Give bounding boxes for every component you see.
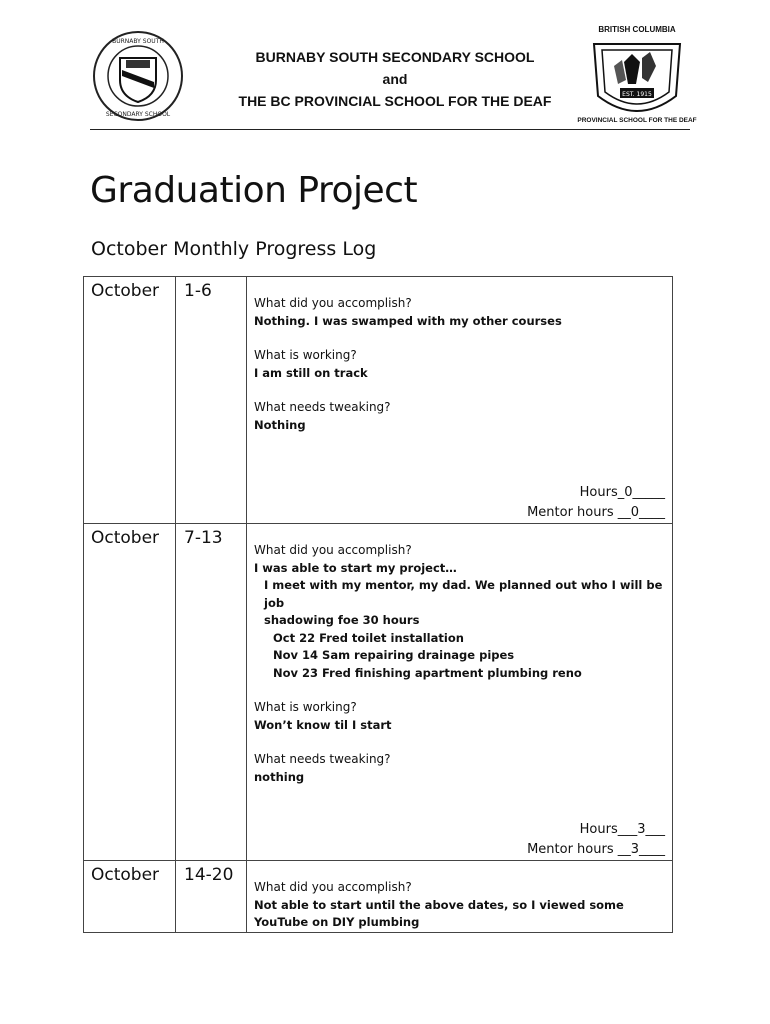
answer-accomplish-line: Oct 22 Fred toilet installation: [273, 630, 464, 645]
month-cell: October: [84, 524, 176, 861]
answer-accomplish-line: Nov 14 Sam repairing drainage pipes: [273, 648, 515, 662]
school-names: [200, 46, 590, 112]
hours-summary: [527, 820, 665, 860]
crest-text-bottom: SECONDARY SCHOOL: [105, 111, 171, 118]
log-row-week-3: [84, 861, 673, 933]
date-range-cell: 1-6: [176, 277, 247, 524]
burnaby-south-crest-logo: [92, 30, 184, 122]
log-entry-cell: [247, 277, 673, 524]
answer-accomplish: I was able to start my project…: [254, 560, 457, 575]
answer-tweaking: nothing: [254, 769, 305, 784]
logo-top-text: BRITISH COLUMBIA: [598, 25, 676, 34]
page-header: [0, 0, 770, 135]
page-subtitle: October Monthly Progress Log: [91, 238, 377, 260]
month-cell: October: [84, 861, 176, 933]
school-name-line-3: THE BC PROVINCIAL SCHOOL FOR THE DEAF: [238, 93, 552, 109]
log-entry-cell: [247, 861, 673, 933]
question-accomplish: What did you accomplish?: [254, 880, 412, 894]
question-accomplish: What did you accomplish?: [254, 296, 412, 310]
bc-provincial-school-deaf-logo: [577, 22, 697, 130]
hours-summary: [527, 483, 665, 523]
page-title: Graduation Project: [90, 170, 418, 211]
header-divider: [90, 129, 690, 130]
month-cell: October: [84, 277, 176, 524]
logo-arc-text: PROVINCIAL SCHOOL FOR THE DEAF: [577, 117, 697, 124]
log-entry-cell: [247, 524, 673, 861]
mentor-hours-value: Mentor hours __0____: [527, 505, 665, 520]
answer-tweaking: Nothing: [254, 417, 306, 432]
question-working: What is working?: [254, 348, 357, 362]
question-tweaking: What needs tweaking?: [254, 752, 391, 766]
school-name-line-1: BURNABY SOUTH SECONDARY SCHOOL: [255, 49, 535, 65]
question-working: What is working?: [254, 700, 357, 714]
answer-accomplish: Not able to start until the above dates, so I viewed some YouTube on DIY plumbing: [254, 897, 624, 929]
crest-text-top: BURNABY SOUTH: [112, 38, 164, 45]
log-row-week-1: [84, 277, 673, 524]
hours-value: Hours_0_____: [579, 485, 665, 500]
mentor-hours-value: Mentor hours __3____: [527, 842, 665, 857]
school-name-line-2: and: [382, 71, 408, 87]
hours-value: Hours___3___: [579, 822, 665, 837]
answer-working: Won’t know til I start: [254, 717, 392, 732]
answer-accomplish-line: shadowing foe 30 hours: [264, 613, 420, 627]
answer-working: I am still on track: [254, 365, 368, 380]
question-tweaking: What needs tweaking?: [254, 400, 391, 414]
answer-accomplish-line: Nov 23 Fred finishing apartment plumbing reno: [273, 665, 582, 680]
answer-accomplish: Nothing. I was swamped with my other courses: [254, 313, 562, 328]
answer-accomplish-line: I meet with my mentor, my dad. We planned out who I will be job: [264, 578, 663, 610]
progress-log-table: [83, 276, 673, 933]
date-range-cell: 14-20: [176, 861, 247, 933]
date-range-cell: 7-13: [176, 524, 247, 861]
question-accomplish: What did you accomplish?: [254, 543, 412, 557]
log-row-week-2: [84, 524, 673, 861]
logo-est-text: EST. 1915: [622, 91, 652, 98]
